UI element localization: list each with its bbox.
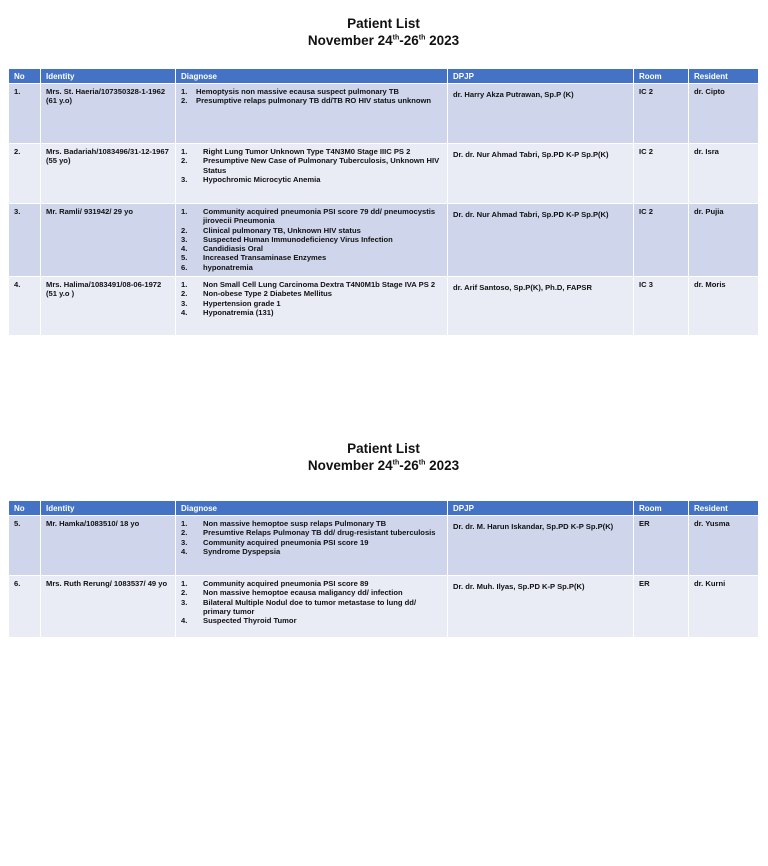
diagnosis-item: 2. Presumptive New Case of Pulmonary Tuberculosis, Unknown HIV Status xyxy=(181,156,440,175)
header-no: No xyxy=(9,501,41,515)
diagnosis-list xyxy=(176,515,448,575)
diagnosis-item: 1. Right Lung Tumor Unknown Type T4N3M0 Stage IIIC PS 2 xyxy=(181,147,411,156)
header-dpjp: DPJP xyxy=(448,69,634,83)
table-row xyxy=(9,143,758,203)
date-range: November 24th-26th 2023 xyxy=(307,458,460,473)
diagnosis-item: 4. Suspected Thyroid Tumor xyxy=(181,616,297,626)
diagnosis-item: 3. Community acquired pneumonia PSI score 19 xyxy=(181,537,369,547)
diagnosis-item: 3. Hypochromic Microcytic Anemia xyxy=(181,174,321,184)
title-block xyxy=(9,440,758,474)
patient-list-section-2 xyxy=(9,440,758,637)
diagnosis-item: 5. Increased Transaminase Enzymes xyxy=(181,253,327,263)
diagnosis-list xyxy=(176,276,448,335)
table-row xyxy=(9,276,758,335)
diagnosis-item: 3. Bilateral Multiple Nodul doe to tumor metastase to lung dd/ primary tumor xyxy=(181,597,417,616)
diagnosis-item: 3. Suspected Human Immunodeficiency Virus Infection xyxy=(181,234,393,244)
diagnosis-list xyxy=(176,203,448,276)
resident: dr. Cipto xyxy=(689,83,758,143)
diagnosis-list xyxy=(176,143,448,203)
diagnosis-item: 4. Candidiasis Oral xyxy=(181,244,263,254)
header-resident: Resident xyxy=(689,69,758,83)
page-title: Patient List xyxy=(347,441,420,456)
row-number: 3. xyxy=(9,203,41,276)
table-row xyxy=(9,203,758,276)
diagnosis-item: 4. Hyponatremia (131) xyxy=(181,307,274,317)
diagnosis-item: 2. Non-obese Type 2 Diabetes Mellitus xyxy=(181,289,332,299)
header-no: No xyxy=(9,69,41,83)
resident: dr. Kurni xyxy=(689,575,758,637)
room: IC 2 xyxy=(634,143,689,203)
diagnosis-item: 2. Clinical pulmonary TB, Unknown HIV status xyxy=(181,225,361,235)
patient-list-section-1 xyxy=(9,15,758,335)
header-room: Room xyxy=(634,69,689,83)
patient-table xyxy=(9,501,758,637)
header-resident: Resident xyxy=(689,501,758,515)
row-number: 2. xyxy=(9,143,41,203)
diagnosis-item: 2. Non massive hemoptoe ecausa maligancy dd/ infection xyxy=(181,588,403,598)
table-header-row xyxy=(9,69,758,83)
patient-identity: Mr. Ramli/ 931942/ 29 yo xyxy=(41,203,176,276)
diagnosis-item: 1. Community acquired pneumonia PSI score 79 dd/ pneumocystis jirovecii Pneumonia xyxy=(181,207,436,226)
table-row xyxy=(9,83,758,143)
header-diagnose: Diagnose xyxy=(176,501,448,515)
resident: dr. Pujia xyxy=(689,203,758,276)
page-title: Patient List xyxy=(347,16,420,31)
diagnosis-item: 4. Syndrome Dyspepsia xyxy=(181,546,281,556)
resident: dr. Moris xyxy=(689,276,758,335)
patient-identity: Mrs. Halima/1083491/08-06-1972 (51 y.o ) xyxy=(41,276,176,335)
row-number: 4. xyxy=(9,276,41,335)
diagnosis-item: 6. hyponatremia xyxy=(181,262,253,272)
row-number: 1. xyxy=(9,83,41,143)
dpjp-doctor: Dr. dr. Muh. Ilyas, Sp.PD K-P Sp.P(K) xyxy=(448,575,634,637)
diagnosis-item: 1. Non Small Cell Lung Carcinoma Dextra T4N0M1b Stage IVA PS 2 xyxy=(181,280,436,289)
dpjp-doctor: dr. Harry Akza Putrawan, Sp.P (K) xyxy=(448,83,634,143)
patient-identity: Mrs. Ruth Rerung/ 1083537/ 49 yo xyxy=(41,575,176,637)
patient-table xyxy=(9,69,758,335)
resident: dr. Isra xyxy=(689,143,758,203)
header-dpjp: DPJP xyxy=(448,501,634,515)
header-diagnose: Diagnose xyxy=(176,69,448,83)
room: ER xyxy=(634,515,689,575)
room: ER xyxy=(634,575,689,637)
diagnosis-item: 2. Presumtive Relaps Pulmonay TB dd/ drug-resistant tuberculosis xyxy=(181,528,436,538)
patient-identity: Mrs. St. Haeria/107350328-1-1962 (61 y.o) xyxy=(41,83,176,143)
diagnosis-list xyxy=(176,575,448,637)
patient-identity: Mrs. Badariah/1083496/31-12-1967 (55 yo) xyxy=(41,143,176,203)
resident: dr. Yusma xyxy=(689,515,758,575)
room: IC 2 xyxy=(634,203,689,276)
dpjp-doctor: dr. Arif Santoso, Sp.P(K), Ph.D, FAPSR xyxy=(448,276,634,335)
room: IC 2 xyxy=(634,83,689,143)
title-block xyxy=(9,15,758,49)
header-room: Room xyxy=(634,501,689,515)
diagnosis-item: 3. Hypertension grade 1 xyxy=(181,298,281,308)
dpjp-doctor: Dr. dr. Nur Ahmad Tabri, Sp.PD K-P Sp.P(K) xyxy=(448,203,634,276)
diagnosis-item: 1. Hemoptysis non massive ecausa suspect pulmonary TB xyxy=(181,87,399,96)
dpjp-doctor: Dr. dr. M. Harun Iskandar, Sp.PD K-P Sp.P(K) xyxy=(448,515,634,575)
room: IC 3 xyxy=(634,276,689,335)
patient-identity: Mr. Hamka/1083510/ 18 yo xyxy=(41,515,176,575)
dpjp-doctor: Dr. dr. Nur Ahmad Tabri, Sp.PD K-P Sp.P(K) xyxy=(448,143,634,203)
diagnosis-item: 2. Presumptive relaps pulmonary TB dd/TB RO HIV status unknown xyxy=(181,96,432,106)
header-identity: Identity xyxy=(41,69,176,83)
row-number: 6. xyxy=(9,575,41,637)
diagnosis-list xyxy=(176,83,448,143)
table-header-row xyxy=(9,501,758,515)
date-range: November 24th-26th 2023 xyxy=(307,33,460,48)
table-row xyxy=(9,515,758,575)
diagnosis-item: 1. Non massive hemoptoe susp relaps Pulmonary TB xyxy=(181,519,387,528)
table-row xyxy=(9,575,758,637)
row-number: 5. xyxy=(9,515,41,575)
header-identity: Identity xyxy=(41,501,176,515)
diagnosis-item: 1. Community acquired pneumonia PSI score 89 xyxy=(181,579,369,588)
